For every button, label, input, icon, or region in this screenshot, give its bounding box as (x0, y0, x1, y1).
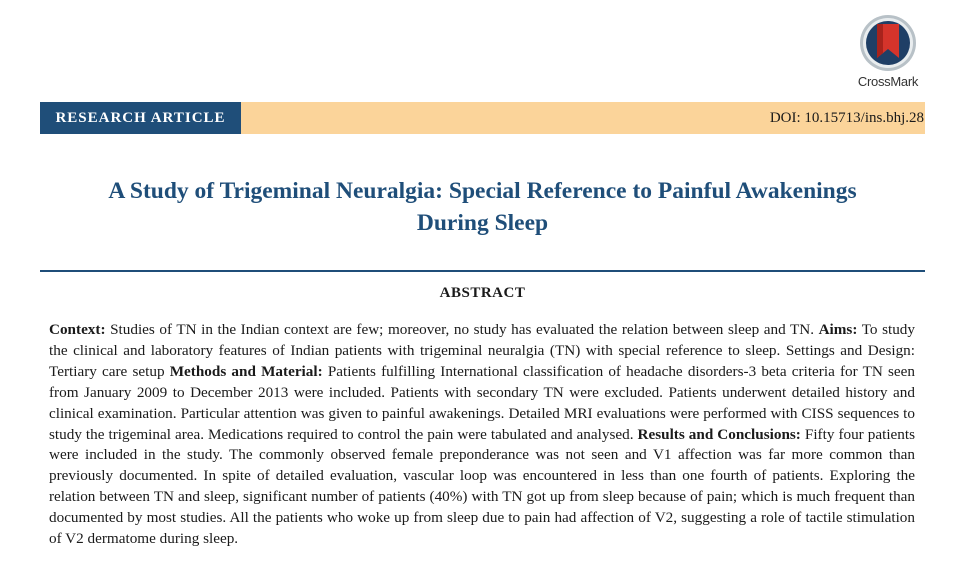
abstract-heading: ABSTRACT (439, 285, 526, 301)
article-type-badge: RESEARCH ARTICLE (40, 102, 241, 134)
title-line-1: A Study of Trigeminal Neuralgia: Special Reference to Painful Awakenings (108, 178, 857, 204)
title-divider (40, 270, 925, 272)
crossmark-logo[interactable] (850, 12, 926, 96)
crossmark-label: CrossMark (857, 74, 919, 89)
methods-label: Methods and Material: (169, 362, 323, 380)
aims-text: To study the clinical and laboratory features of Indian patients with trigeminal neuralgia (TN) with special reference to sleep. Settings and Design: Tertiary care setup (49, 321, 915, 380)
aims-label: Aims: (818, 321, 858, 338)
abstract-body (49, 320, 915, 550)
doi-text[interactable]: DOI: 10.15713/ins.bhj.28 (769, 110, 924, 126)
article-title (40, 175, 925, 239)
methods-text: Patients fulfilling International classification of headache disorders-3 beta criteria for TN seen from January 2009 to December 2013 were included. Patients with secondary TN were excluded. Patients underwent detailed history and clinical examination. Particular attention was given to painful awakenings. Detailed MRI evaluations were performed with CISS sequences to study the trigeminal area. Medications required to control the pain were tabulated and analysed. (49, 362, 916, 443)
crossmark-icon (850, 12, 926, 74)
context-text: Studies of TN in the Indian context are few; moreover, no study has evaluated the relation between sleep and TN. (105, 321, 819, 338)
context-label: Context: (49, 321, 106, 338)
article-header-band (40, 102, 925, 134)
title-line-2: During Sleep (416, 210, 549, 236)
results-text: Fifty four patients were included in the study. The commonly observed female preponderance was not seen and V1 affection was far more common than previously documented. In spite of detailed evaluation, vascular loop was encountered in less than one fourth of patients. Exploring the relation between TN and sleep, significant number of patients (40%) with TN got up from sleep because of pain; which is much frequent than documented by most studies. All the patients who woke up from sleep due to pain had affection of V2, suggesting a role of tactile stimulation of V2 dermatome during sleep. (49, 425, 916, 548)
results-label: Results and Conclusions: (637, 425, 801, 443)
